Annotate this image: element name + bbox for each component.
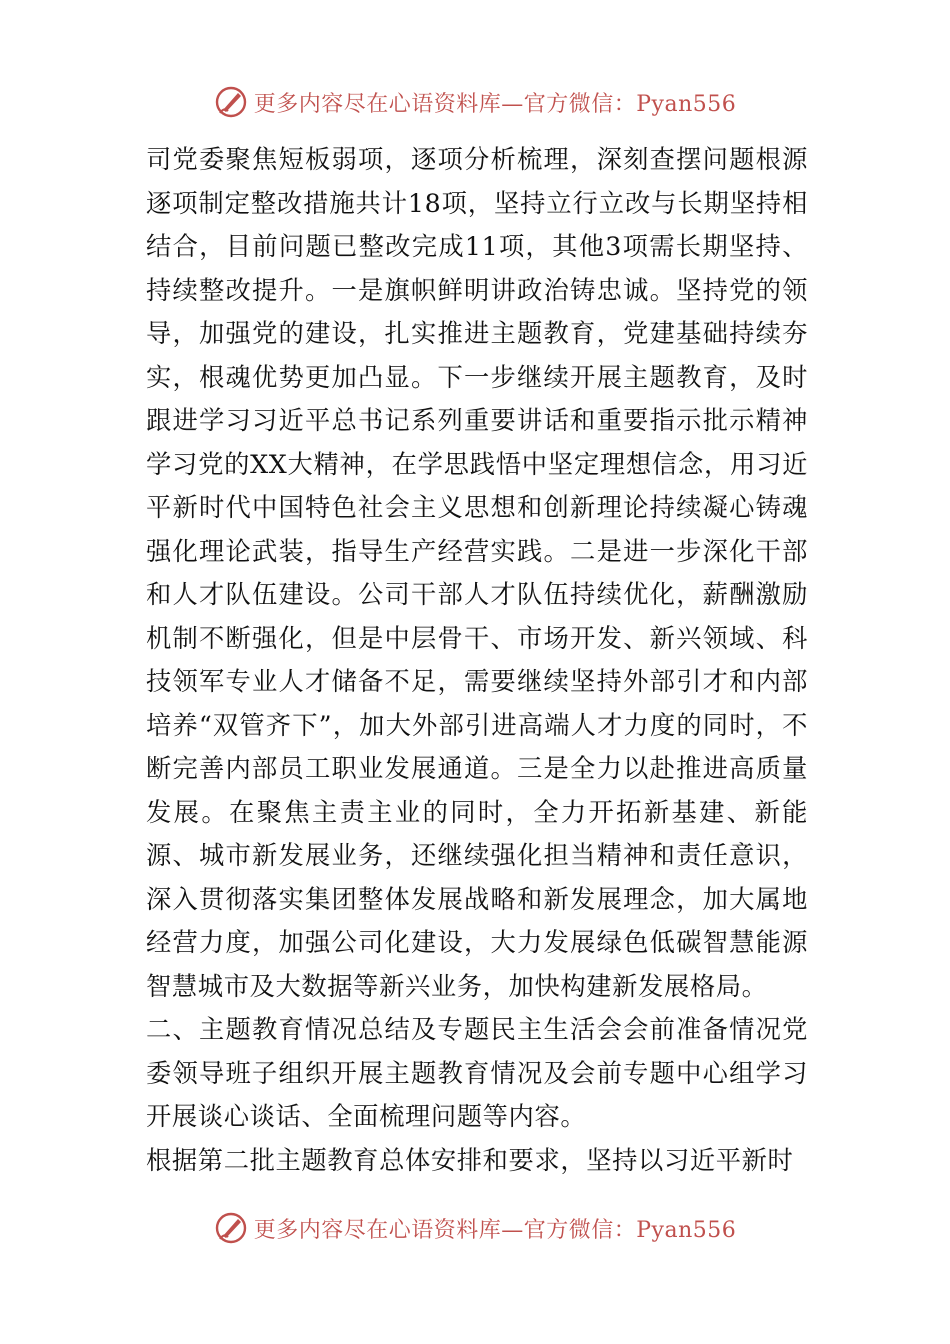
document-body: [146, 138, 808, 1182]
pen-circle-logo-icon: [214, 85, 248, 119]
body-paragraph-1: 司党委聚焦短板弱项，逐项分析梳理，深刻查摆问题根源逐项制定整改措施共计18项，坚持立行立改与长期坚持相结合，目前问题已整改完成11项，其他3项需长期坚持、持续整改提升。一是旗帜鲜明讲政治铸忠诚。坚持党的领导，加强党的建设，扎实推进主题教育，党建基础持续夯实，根魂优势更加凸显。下一步继续开展主题教育，及时跟进学习习近平总书记系列重要讲话和重要指示批示精神学习党的XX大精神，在学思践悟中坚定理想信念，用习近平新时代中国特色社会主义思想和创新理论持续凝心铸魂强化理论武装，指导生产经营实践。二是进一步深化干部和人才队伍建设。公司干部人才队伍持续优化，薪酬激励机制不断强化，但是中层骨干、市场开发、新兴领域、科技领军专业人才储备不足，需要继续坚持外部引才和内部培养“双管齐下”，加大外部引进高端人才力度的同时，不断完善内部员工职业发展通道。三是全力以赴推进高质量发展。在聚焦主责主业的同时，全力开拓新基建、新能源、城市新发展业务，还继续强化担当精神和责任意识，深入贯彻落实集团整体发展战略和新发展理念，加大属地经营力度，加强公司化建设，大力发展绿色低碳智慧能源智慧城市及大数据等新兴业务，加快构建新发展格局。: [146, 145, 808, 1001]
body-paragraph-2: 二、主题教育情况总结及专题民主生活会会前准备情况党委领导班子组织开展主题教育情况及会前专题中心组学习开展谈心谈话、全面梳理问题等内容。: [146, 1015, 808, 1131]
header-watermark: [0, 82, 950, 122]
body-paragraph-3: 根据第二批主题教育总体安排和要求，坚持以习近平新时: [146, 1145, 794, 1175]
footer-watermark: [0, 1208, 950, 1248]
watermark-text: 更多内容尽在心语资料库—官方微信：Pyan556: [253, 91, 737, 117]
watermark-text: 更多内容尽在心语资料库—官方微信：Pyan556: [253, 1217, 737, 1243]
pen-circle-logo-icon: [214, 1211, 248, 1245]
